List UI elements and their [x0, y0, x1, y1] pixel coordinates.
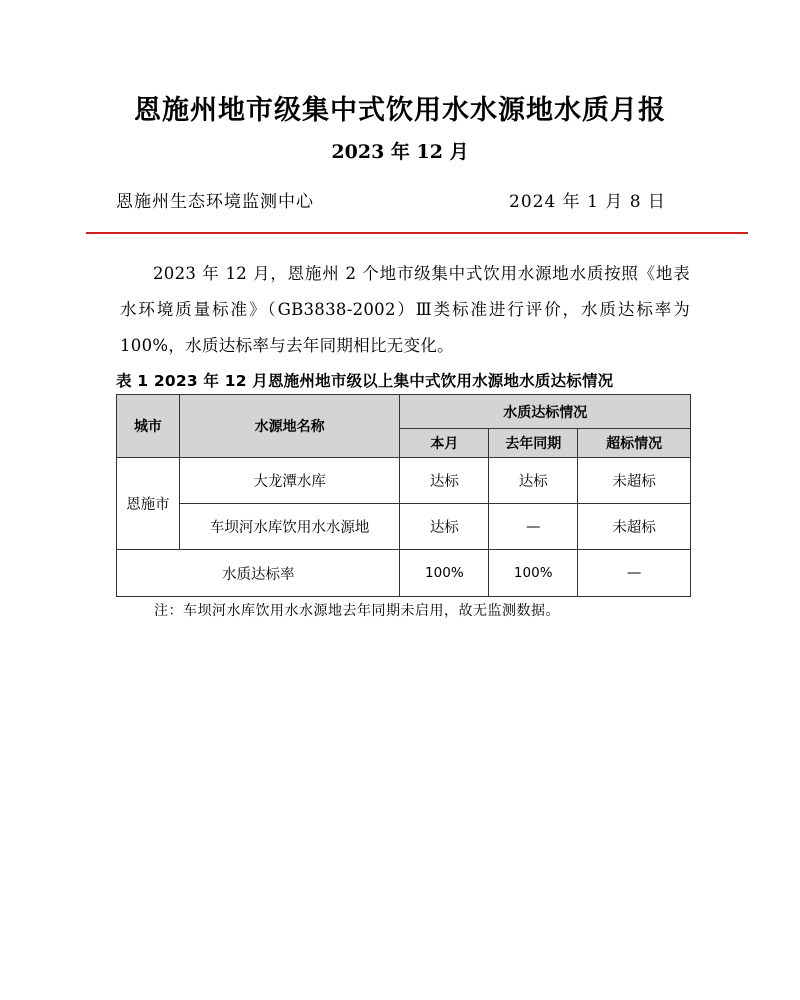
rate-last-year-cell: 100%	[489, 550, 578, 597]
report-title: 恩施州地市级集中式饮用水水源地水质月报	[134, 95, 666, 126]
header-city: 城市	[117, 395, 180, 458]
last-year-cell: —	[489, 504, 578, 550]
rate-row	[117, 550, 691, 597]
rate-label-cell: 水质达标率	[117, 550, 400, 597]
exceedance-cell: 未超标	[578, 458, 691, 504]
source-name-cell: 车坝河水库饮用水水源地	[179, 504, 400, 550]
rate-exceedance-cell: —	[578, 550, 691, 597]
last-year-cell: 达标	[489, 458, 578, 504]
issuing-organization: 恩施州生态环境监测中心	[116, 192, 314, 212]
header-status-group: 水质达标情况	[400, 395, 691, 429]
header-source-name: 水源地名称	[179, 395, 400, 458]
rate-this-month-cell: 100%	[400, 550, 489, 597]
summary-paragraph: 2023 年 12 月，恩施州 2 个地市级集中式饮用水源地水质按照《地表水环境质量标准》（GB3838-2002）Ⅲ类标准进行评价，水质达标率为 100%，水质达标率与去年同期相比无变化。	[120, 264, 690, 355]
header-exceedance: 超标情况	[578, 429, 691, 458]
exceedance-cell: 未超标	[578, 504, 691, 550]
table-note: 注：车坝河水库饮用水水源地去年同期未启用，故无监测数据。	[154, 603, 560, 619]
this-month-cell: 达标	[400, 458, 489, 504]
this-month-cell: 达标	[400, 504, 489, 550]
header-last-year: 去年同期	[489, 429, 578, 458]
table-row	[117, 458, 691, 504]
red-divider	[86, 232, 748, 234]
water-quality-table	[116, 394, 691, 597]
source-name-cell: 大龙潭水库	[179, 458, 400, 504]
header-this-month: 本月	[400, 429, 489, 458]
city-cell: 恩施市	[117, 458, 180, 550]
issue-date: 2024 年 1 月 8 日	[509, 192, 666, 212]
table-caption: 表 1 2023 年 12 月恩施州地市级以上集中式饮用水源地水质达标情况	[116, 372, 614, 390]
report-period: 2023 年 12 月	[331, 141, 469, 163]
table-row	[117, 504, 691, 550]
